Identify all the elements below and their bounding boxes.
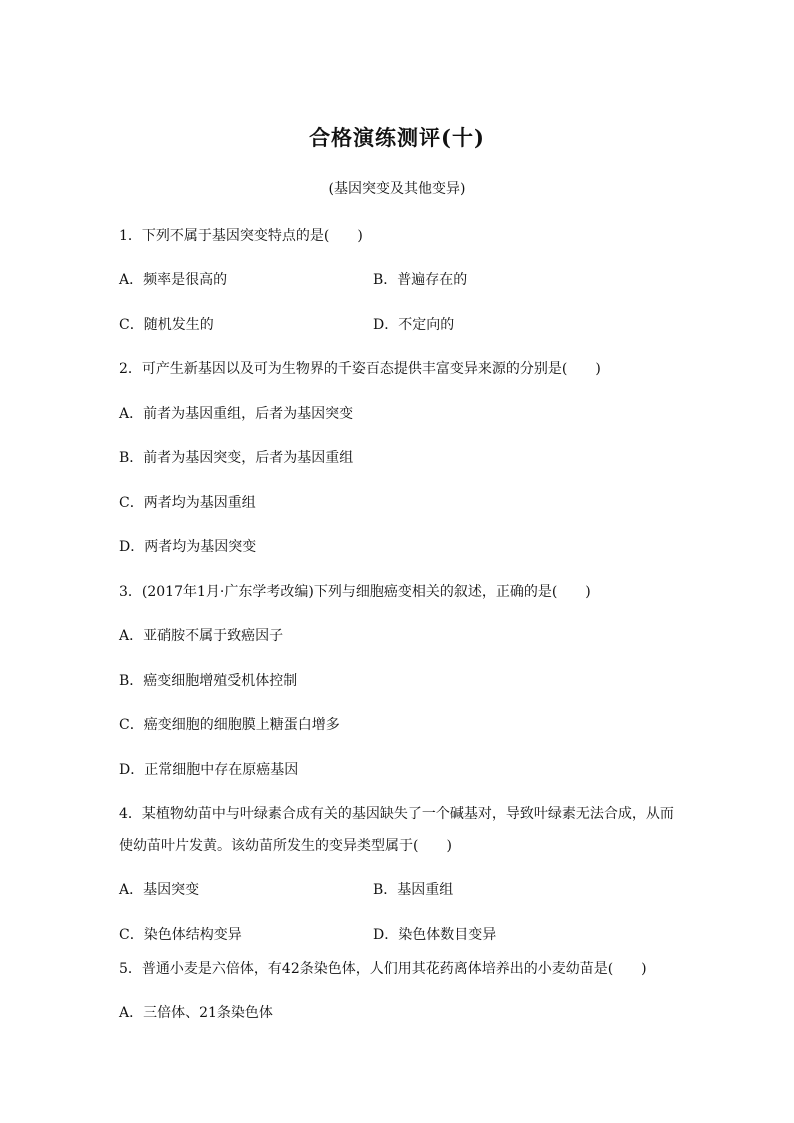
page-title: 合格演练测评(十) [309,125,485,150]
question-3-option-a: A．亚硝胺不属于致癌因子 [119,628,284,644]
question-1-option-a: A．频率是很高的 [119,272,228,288]
question-5-option-a: A．三倍体、21条染色体 [119,1005,273,1021]
question-2-option-b: B．前者为基因突变，后者为基因重组 [119,450,354,466]
question-2-option-c: C．两者均为基因重组 [119,495,256,511]
question-3-option-c: C．癌变细胞的细胞膜上糖蛋白增多 [119,717,340,733]
question-5-stem: 5．普通小麦是六倍体，有42条染色体，人们用其花药离体培养出的小麦幼苗是( ) [119,961,647,977]
question-1-option-c: C．随机发生的 [119,317,214,333]
question-1-option-d: D．不定向的 [373,317,455,333]
question-3-option-b: B．癌变细胞增殖受机体控制 [119,673,298,689]
question-2-option-d: D．两者均为基因突变 [119,539,257,555]
question-4-stem-line-2: 使幼苗叶片发黄。该幼苗所发生的变异类型属于( ) [119,838,452,854]
question-4-option-a: A．基因突变 [119,882,200,898]
question-3-stem: 3．(2017年1月·广东学考改编)下列与细胞癌变相关的叙述，正确的是( ) [119,584,591,600]
question-1-option-b: B．普遍存在的 [373,272,468,288]
question-4-option-b: B．基因重组 [373,882,454,898]
question-4-option-c: C．染色体结构变异 [119,927,242,943]
question-4-option-d: D．染色体数目变异 [373,927,497,943]
question-1-stem: 1．下列不属于基因突变特点的是( ) [119,228,363,244]
question-4-stem-line-1: 4．某植物幼苗中与叶绿素合成有关的基因缺失了一个碱基对，导致叶绿素无法合成，从而 [119,806,674,822]
question-2-option-a: A．前者为基因重组，后者为基因突变 [119,406,354,422]
question-3-option-d: D．正常细胞中存在原癌基因 [119,762,299,778]
question-2-stem: 2．可产生新基因以及可为生物界的千姿百态提供丰富变异来源的分别是( ) [119,361,601,377]
page-subtitle: (基因突变及其他变异) [328,181,466,197]
